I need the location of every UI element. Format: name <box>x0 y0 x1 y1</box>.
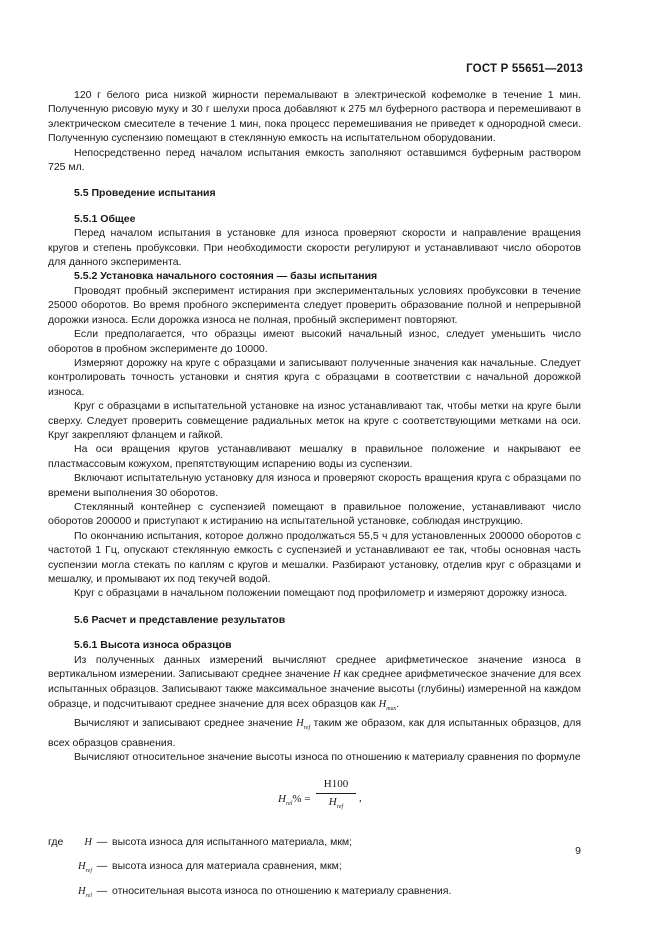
definition-item: $H_{ref}$ — высота износа для материала сравнения, мкм; <box>77 860 342 875</box>
paragraph: Перед началом испытания в установке для износа проверяют скорости и направление вращения кругов и степень пробуксовки. При необходимости скорости регулируют и устанавливают число оборотов для данного эксперимента. <box>48 227 581 269</box>
paragraph: Включают испытательную установку для износа и проверяют скорость вращения круга с образцами по времени выполнения 30 оборотов. <box>48 472 581 499</box>
formula <box>48 771 581 829</box>
paragraph: По окончанию испытания, которое должно продолжаться 55,5 ч для установленных 200000 оборотов с частотой 1 Гц, опускают стеклянную емкость с суспензией и устанавливают ее так, чтобы основная часть суспензии могла стекать по каплям с кругов и мешалки. Разбирают установку, отделив круг с образцами и мешалку, и промывают их под текучей водой. <box>48 529 581 585</box>
formula-comma: , <box>359 791 362 804</box>
subsection-heading: 5.6.1 Высота износа образцов <box>74 639 232 652</box>
paragraph: Проводят пробный эксперимент истирания при экспериментальных условиях пробуксовки в течение 25000 оборотов. Во время пробного эксперимента следует проверить образование полной и непрерывной дорожки износа. Если дорожка износа не полная, пробный эксперимент повторяют. <box>48 284 581 326</box>
subsection-heading: 5.5.2 Установка начального состояния — базы испытания <box>74 270 378 283</box>
document-code: ГОСТ Р 55651—2013 <box>466 63 583 75</box>
paragraph: Измеряют дорожку на круге с образцами и записывают полученные значения как начальные. Следует контролировать точность установки и снятия круга с образцами в соответствии с начальной дорожкой износа. <box>48 356 581 398</box>
paragraph: Вычисляют и записывают среднее значение $H_{ref}$ таким же образом, как для испытанных образцов, для всех образцов сравнения. <box>48 717 582 749</box>
page-number: 9 <box>575 845 581 857</box>
paragraph: Вычисляют относительное значение высоты износа по отношению к материалу сравнения по формуле <box>74 751 581 764</box>
document-body <box>48 88 581 908</box>
formula-denominator: $H_{ref}$ <box>328 796 344 811</box>
paragraph: Круг с образцами в начальном положении помещают под профилометр и измеряют дорожку износа. <box>74 587 568 600</box>
paragraph: Из полученных данных измерений вычисляют среднее арифметическое значение износа в вертикальном измерении. Записывают среднее значение H как среднее арифметическое значение для всех испытанных образцов. Записывают также максимальное значение высоты (глубины) измеренной на каждом образце, и подсчитывают среднее значение для всех образцов как $H_{max}$. <box>48 653 581 712</box>
paragraph: На оси вращения кругов устанавливают мешалку в правильное положение и накрывают ее пластмассовым кожухом, препятствующим испарению воды из суспензии. <box>48 443 581 470</box>
definition-item: $H_{rel}$ — относительная высота износа по отношению к материалу сравнения. <box>77 884 452 899</box>
paragraph: 120 г белого риса низкой жирности перемалывают в электрической кофемолке в течение 1 мин. Полученную рисовую муку и 30 г шелухи проса добавляют к 275 мл буферного раствора и перемешивают в электрическом смесителе в течение 1 мин, пока процесс перемешивания не приведет к однородной смеси. Полученную суспензию помещают в стеклянную емкость на испытательном оборудовании. <box>48 89 581 145</box>
section-heading: 5.5 Проведение испытания <box>74 187 216 200</box>
definition-item: где H — высота износа для испытанного материала, мкм; <box>48 835 353 848</box>
symbol-h-ref: $H_{ref}$ <box>296 718 311 732</box>
subsection-heading: 5.5.1 Общее <box>74 212 136 225</box>
symbol-h: H <box>333 669 341 681</box>
paragraph: Стеклянный контейнер с суспензией помещают в правильное положение, устанавливают число оборотов 200000 и приступают к истиранию на испытательной установке, соблюдая инструкцию. <box>48 500 581 528</box>
definitions-list <box>48 835 581 904</box>
section-heading: 5.6 Расчет и представление результатов <box>74 613 286 626</box>
symbol-h-max: $H_{max}$ <box>378 698 397 712</box>
paragraph: Непосредственно перед началом испытания емкость заполняют оставшимся буферным раствором 725 мл. <box>48 146 581 174</box>
formula-fraction <box>316 777 356 815</box>
formula-numerator: H100 <box>316 777 356 794</box>
paragraph: Если предполагается, что образцы имеют высокий начальный износ, следует уменьшить число оборотов в пробном эксперименте до 10000. <box>48 328 581 355</box>
formula-lhs: $H_{rel}\%$ = <box>278 792 311 807</box>
paragraph: Круг с образцами в испытательной установке на износ устанавливают так, чтобы метки на круге были сверху. Следует проверить совмещение радиальных меток на круге с соответствующими метками на оси. Круг закрепляют фланцем и гайкой. <box>48 400 581 441</box>
